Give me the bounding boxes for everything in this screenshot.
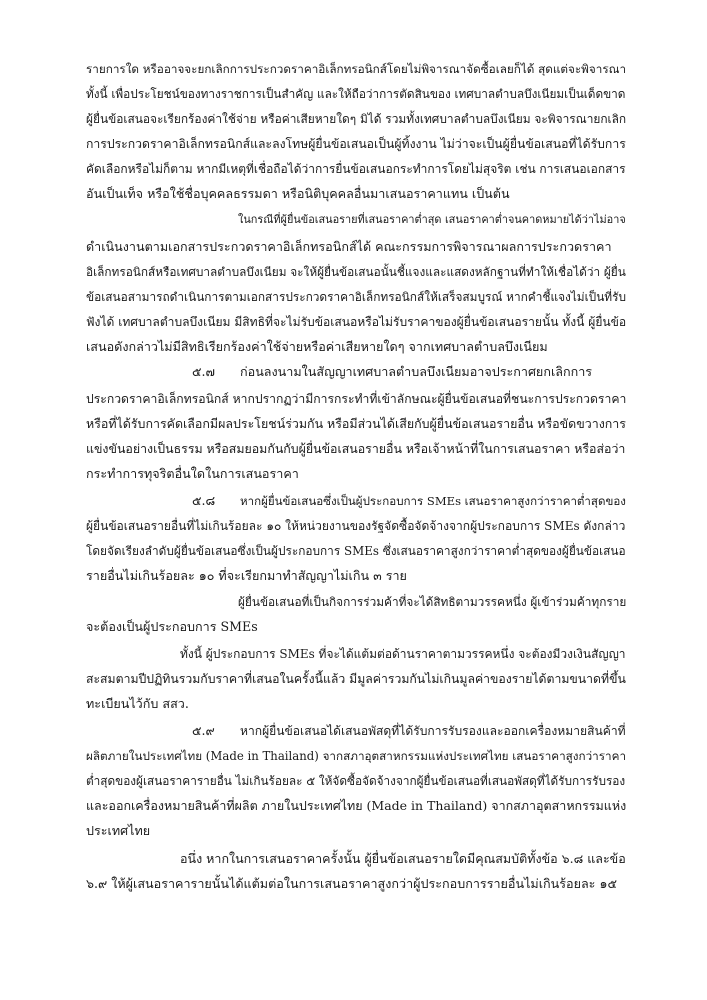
text-line-27: หากผู้ยื่นข้อเสนอได้เสนอพัสดุที่ได้รับการรับรองและออกเครื่องหมายสินค้าที่ (240, 724, 626, 738)
text-line-20: โดยจัดเรียงลำดับผู้ยื่นข้อเสนอซึ่งเป็นผู้ประกอบการ SMEs ซึ่งเสนอราคาสูงกว่าราคาต่ำสุดของผู้ยื่นข้อเสนอ (86, 544, 626, 558)
clause-number-5-7: ๕.๗ (192, 364, 216, 379)
text-line-23: จะต้องเป็นผู้ประกอบการ SMEs (86, 619, 258, 634)
text-line-17: กระทำการทุจริตอื่นใดในการเสนอราคา (86, 466, 299, 481)
text-line-24: ทั้งนี้ ผู้ประกอบการ SMEs ที่จะได้แต้มต่อด้านราคาตามวรรคหนึ่ง จะต้องมีวงเงินสัญญา (180, 647, 626, 661)
text-line-14: ประกวดราคาอิเล็กทรอนิกส์ หากปรากฏว่ามีการกระทำที่เข้าลักษณะผู้ยื่นข้อเสนอที่ชนะการประกวดราคา (86, 392, 627, 406)
text-line-29: ต่ำสุดของผู้เสนอราคารายอื่น ไม่เกินร้อยละ ๕ ให้จัดซื้อจัดจ้างจากผู้ยื่นข้อเสนอที่เสนอพัสดุที่ได้รับการรับรอง (86, 774, 626, 788)
text-line-16: แข่งขันอย่างเป็นธรรม หรือสมยอมกันกับผู้ยื่นข้อเสนอรายอื่น หรือเจ้าหน้าที่ในการเสนอราคา หรือส่อว่า (86, 441, 626, 456)
text-line-1: รายการใด หรืออาจจะยกเลิกการประกวดราคาอิเล็กทรอนิกส์โดยไม่พิจารณาจัดซื้อเลยก็ได้ สุดแต่จะพิจารณา (86, 62, 627, 76)
text-line-28: ผลิตภายในประเทศไทย (Made in Thailand) จากสภาอุตสาหกรรมแห่งประเทศไทย เสนอราคาสูงกว่าราคา (86, 749, 627, 763)
text-line-30: และออกเครื่องหมายสินค้าที่ผลิต ภายในประเทศไทย (Made in Thailand) จากสภาอุตสาหกรรมแห่ง (86, 798, 627, 813)
text-line-5: คัดเลือกหรือไม่ก็ตาม หากมีเหตุที่เชื่อถือได้ว่าการยื่นข้อเสนอกระทำการโดยไม่สุจริต เช่น การเสนอเอกสาร (86, 162, 626, 176)
text-line-4: การประกวดราคาอิเล็กทรอนิกส์และลงโทษผู้ยื่นข้อเสนอเป็นผู้ทิ้งงาน ไม่ว่าจะเป็นผู้ยื่นข้อเสนอที่ได้รับการ (86, 137, 626, 151)
text-line-3: ผู้ยื่นข้อเสนอจะเรียกร้องค่าใช้จ่าย หรือค่าเสียหายใดๆ มิได้ รวมทั้งเทศบาลตำบลบึงเนียม จะพิจารณายกเลิก (86, 112, 627, 126)
text-line-26: ทะเบียนไว้กับ สสว. (86, 696, 189, 711)
text-line-31: ประเทศไทย (86, 823, 151, 838)
text-line-12: เสนอดังกล่าวไม่มีสิทธิเรียกร้องค่าใช้จ่ายหรือค่าเสียหายใดๆ จากเทศบาลตำบลบึงเนียม (86, 339, 548, 354)
text-line-6: อันเป็นเท็จ หรือใช้ชื่อบุคคลธรรมดา หรือนิติบุคคลอื่นมาเสนอราคาแทน เป็นต้น (86, 186, 510, 201)
text-line-19: ผู้ยื่นข้อเสนอรายอื่นที่ไม่เกินร้อยละ ๑๐ ให้หน่วยงานของรัฐจัดซื้อจัดจ้างจากผู้ประกอบการ SMEs ดังกล่าว (86, 519, 626, 533)
text-line-33: ๖.๙ ให้ผู้เสนอราคารายนั้นได้แต้มต่อในการเสนอราคาสูงกว่าผู้ประกอบการรายอื่นไม่เกินร้อยละ ๑๕ (86, 876, 617, 891)
clause-number-5-9: ๕.๙ (192, 723, 215, 738)
text-line-9: อิเล็กทรอนิกส์หรือเทศบาลตำบลบึงเนียม จะให้ผู้ยื่นข้อเสนอนั้นชี้แจงและแสดงหลักฐานที่ทำให้เชื่อได้ว่า ผู้ยื่น (86, 265, 626, 279)
text-line-11: ฟังได้ เทศบาลตำบลบึงเนียม มีสิทธิที่จะไม่รับข้อเสนอหรือไม่รับราคาของผู้ยื่นข้อเสนอรายนั้น ทั้งนี้ ผู้ยื่นข้อ (86, 315, 627, 329)
text-line-22: ผู้ยื่นข้อเสนอที่เป็นกิจการร่วมค้าที่จะได้สิทธิตามวรรคหนึ่ง ผู้เข้าร่วมค้าทุกราย (238, 595, 627, 609)
clause-number-5-8: ๕.๘ (192, 493, 216, 508)
text-line-32: อนึ่ง หากในการเสนอราคาครั้งนั้น ผู้ยื่นข้อเสนอรายใดมีคุณสมบัติทั้งข้อ ๖.๘ และข้อ (180, 851, 626, 866)
text-line-2: ทั้งนี้ เพื่อประโยชน์ของทางราชการเป็นสำคัญ และให้ถือว่าการตัดสินของ เทศบาลตำบลบึงเนียมเป็นเด็ดขาด (86, 87, 626, 101)
text-line-18: หากผู้ยื่นข้อเสนอซึ่งเป็นผู้ประกอบการ SMEs เสนอราคาสูงกว่าราคาต่ำสุดของ (240, 494, 626, 508)
text-line-7: ในกรณีที่ผู้ยื่นข้อเสนอรายที่เสนอราคาต่ำสุด เสนอราคาต่ำจนคาดหมายได้ว่าไม่อาจ (238, 213, 626, 226)
text-line-21: รายอื่นไม่เกินร้อยละ ๑๐ ที่จะเรียกมาทำสัญญาไม่เกิน ๓ ราย (86, 568, 407, 583)
text-line-13: ก่อนลงนามในสัญญาเทศบาลตำบลบึงเนียมอาจประกาศยกเลิกการ (240, 364, 593, 379)
text-line-25: สะสมตามปีปฏิทินรวมกับราคาที่เสนอในครั้งนี้แล้ว มีมูลค่ารวมกันไม่เกินมูลค่าของรายได้ตามขนาดที่ขึ้น (86, 672, 626, 686)
text-line-10: ข้อเสนอสามารถดำเนินการตามเอกสารประกวดราคาอิเล็กทรอนิกส์ให้เสร็จสมบูรณ์ หากคำชี้แจงไม่เป็นที่รับ (86, 290, 627, 304)
text-line-15: หรือที่ได้รับการคัดเลือกมีผลประโยชน์ร่วมกัน หรือมีส่วนได้เสียกับผู้ยื่นข้อเสนอรายอื่น หรือขัดขวางการ (86, 416, 626, 431)
text-line-8: ดำเนินงานตามเอกสารประกวดราคาอิเล็กทรอนิกส์ได้ คณะกรรมการพิจารณาผลการประกวดราคา (86, 239, 612, 254)
